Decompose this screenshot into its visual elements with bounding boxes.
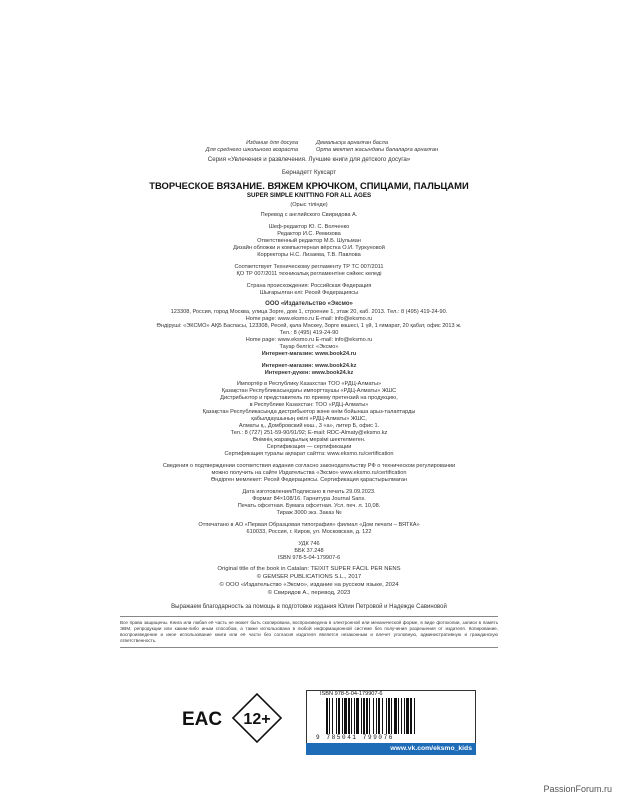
watermark: PassionForum.ru <box>543 784 612 794</box>
import-line: в Республике Казахстан: ТОО «РДЦ-Алматы» <box>249 402 369 408</box>
copyright-line: © Свиридов А., перевод, 2023 <box>267 590 351 596</box>
credit-line: Редактор И.С. Ремизова <box>277 231 341 237</box>
online-shop-line: Интернет-магазин: www.book24.ru <box>261 351 357 357</box>
import-line: Импортёр в Республику Казахстан ТОО «РДЦ-Алматы» <box>236 381 382 387</box>
age-label-kz: Орта мектеп жасындағы балаларға арналған <box>316 147 439 153</box>
copyright-line: Original title of the book in Catalan: TEIXIT SUPER FÀCIL PER NENS <box>217 566 401 572</box>
certification-line: можно получить на сайте Издательства «Эксмо» www.eksmo.ru/certification <box>211 470 407 476</box>
publisher-line: Өндіруші: «ЭКСМО» АҚБ Баспасы, 123308, Ресей, қала Мәскеу, Зорге көшесі, 1 үй, 1 ғимарат, 20 қабат, офис 2013 ж. <box>156 323 462 329</box>
import-line: Сертификация — сертификации <box>266 444 352 450</box>
import-line: Өнімнің жарамдылық мерзімі шектелмеген. <box>252 437 366 443</box>
import-line: Тел.: 8 (727) 251-59-90/91/92; E-mail: RDC-Almaty@eksmo.kz <box>230 430 388 436</box>
isbn-label: ISBN 978-5-04-179907-6 <box>320 691 383 697</box>
print-info-line: Тираж 3000 экз. Заказ № <box>276 510 342 516</box>
age-label-ru: Для среднего школьного возраста <box>205 147 298 153</box>
separator <box>120 647 498 648</box>
credit-line: Ответственный редактор М.Б. Шульман <box>257 238 361 244</box>
import-line: Дистрибьютор и представитель по приему претензий на продукцию, <box>220 395 398 401</box>
copyright-line: © GEMSER PUBLICATIONS S.L., 2017 <box>256 574 362 580</box>
import-line: Қазақстан Республикасында дистрибьютор және өнім бойынша арыз-талаптарды <box>202 409 416 415</box>
print-info-line: Формат 84×108/16. Гарнитура Journal Sans. <box>252 496 366 502</box>
publisher-line: Тел.: 8 (495) 419-24-90 <box>279 330 339 336</box>
language-note: (Орыс тілінде) <box>290 202 328 208</box>
publisher-line: Home page: www.eksmo.ru E-mail: info@eksmo.ru <box>245 316 373 322</box>
udc-code: УДК 746 <box>298 541 320 547</box>
bbk-code: ББК 37.248 <box>294 548 324 554</box>
publisher-line: Home page: www.eksmo.ru E-mail: info@eksmo.ru <box>245 337 373 343</box>
publisher-line: Тауар белгісі: «Эксмо» <box>279 344 339 350</box>
age-rating-badge <box>230 691 284 745</box>
barcode-digits: 9 785041 799076 <box>316 734 395 741</box>
printed-at-line: Отпечатано в АО «Первая Образцовая типография» филиал «Дом печати – ВЯТКА» <box>198 522 420 528</box>
copyright-line: © ООО «Издательство «Эксмо», издание на русском языке, 2024 <box>219 582 399 588</box>
origin-line: Шығарылған елі: Ресей Федерациясы <box>259 290 359 296</box>
translator-line: Перевод с английского Свиридова А. <box>260 212 358 218</box>
credit-line: Корректоры Н.С. Лизаева, Т.В. Павлова <box>257 252 361 258</box>
leisure-label-kz: Демалысқа арналған басла <box>316 140 388 146</box>
certification-line: Өндірген мемлекет: Ресей Федерациясы. Сертификация қарастырылмаған <box>210 477 408 483</box>
import-line: Сертификация туралы ақпарат сайтта: www.eksmo.ru/certification <box>224 451 394 457</box>
series-line: Серия «Увлечения и развлечения. Лучшие книги для детского досуга» <box>207 156 411 163</box>
vk-link[interactable]: www.vk.com/eksmo_kids <box>306 743 476 755</box>
certification-line: Сведения о подтверждении соответствия издания согласно законодательству РФ о техническом регулировании <box>162 463 456 469</box>
legal-notice: Все права защищены. Книга или любая её часть не может быть скопирована, воспроизведена в электронной или механической форме, в виде фотокопии, записи в память ЭВМ, репродукции или каким-либо иным способом, а также использована в любой информационной системе без получения разрешения от издателя. Копирование, воспроизведение и иное использование книги или её части без согласия издателя является незаконным и влечет уголовную, административную и гражданскую ответственность. <box>120 620 498 643</box>
print-info-line: Дата изготовления/Подписано в печать 29.09.2023. <box>242 489 376 495</box>
thanks-line: Выражаем благодарность за помощь в подготовке издания Юлии Петровой и Надежде Савиновой <box>171 604 447 610</box>
import-line: қабылдаушының өкілі «РДЦ-Алматы» ЖШС, <box>251 416 367 422</box>
credit-line: Дизайн обложки и компьютерная вёрстка О.И. Туркуновой <box>233 245 385 251</box>
age-rating-text: 12+ <box>243 711 271 728</box>
import-line: Қазақстан Республикасындағы импорттаушы «РДЦ-Алматы» ЖШС <box>221 388 397 394</box>
separator <box>120 616 498 617</box>
origin-line: Страна происхождения: Российская Федерация <box>246 283 372 289</box>
standard-line: Соответствует Техническому регламенту ТР ТС 007/2011 <box>234 264 384 270</box>
online-shop-line: Интернет-дүкен: www.book24.kz <box>264 370 354 376</box>
eac-mark-text: EAC <box>181 709 223 730</box>
online-shop-line: Интернет-магазин: www.book24.kz <box>261 363 357 369</box>
book-title: ТВОРЧЕСКОЕ ВЯЗАНИЕ. ВЯЖЕМ КРЮЧКОМ, СПИЦАМИ, ПАЛЬЦАМИ <box>149 180 469 191</box>
import-line: Алматы қ., Домбровский көш., 3 «а», литер Б, офис 1. <box>238 423 380 429</box>
credit-line: Шеф-редактор Ю. С. Волченко <box>268 224 350 230</box>
leisure-label-ru: Издание для досуга <box>246 140 298 146</box>
print-info-line: Печать офсетная. Бумага офсетная. Усл. печ. л. 10,08. <box>237 503 381 509</box>
publisher-line: 123308, Россия, город Москва, улица Зорге, дом 1, строение 1, этаж 20, каб. 2013. Тел.: 8 (495) 419-24-90. <box>170 309 448 315</box>
eac-mark-icon <box>181 706 223 730</box>
book-subtitle: SUPER SIMPLE KNITTING FOR ALL AGES <box>246 192 372 199</box>
printed-at-line: 610033, Россия, г. Киров, ул. Московская, д. 122 <box>246 529 372 535</box>
publisher-name: ООО «Издательство «Эксмо» <box>265 301 353 307</box>
author-name: Бернадетт Куксарт <box>281 169 337 176</box>
barcode-icon <box>324 698 442 734</box>
standard-line: ҚО ТР 007/2011 техникалық регламентіне сәйкес келеді <box>236 271 382 277</box>
isbn-code: ISBN 978-5-04-179907-6 <box>277 555 341 561</box>
